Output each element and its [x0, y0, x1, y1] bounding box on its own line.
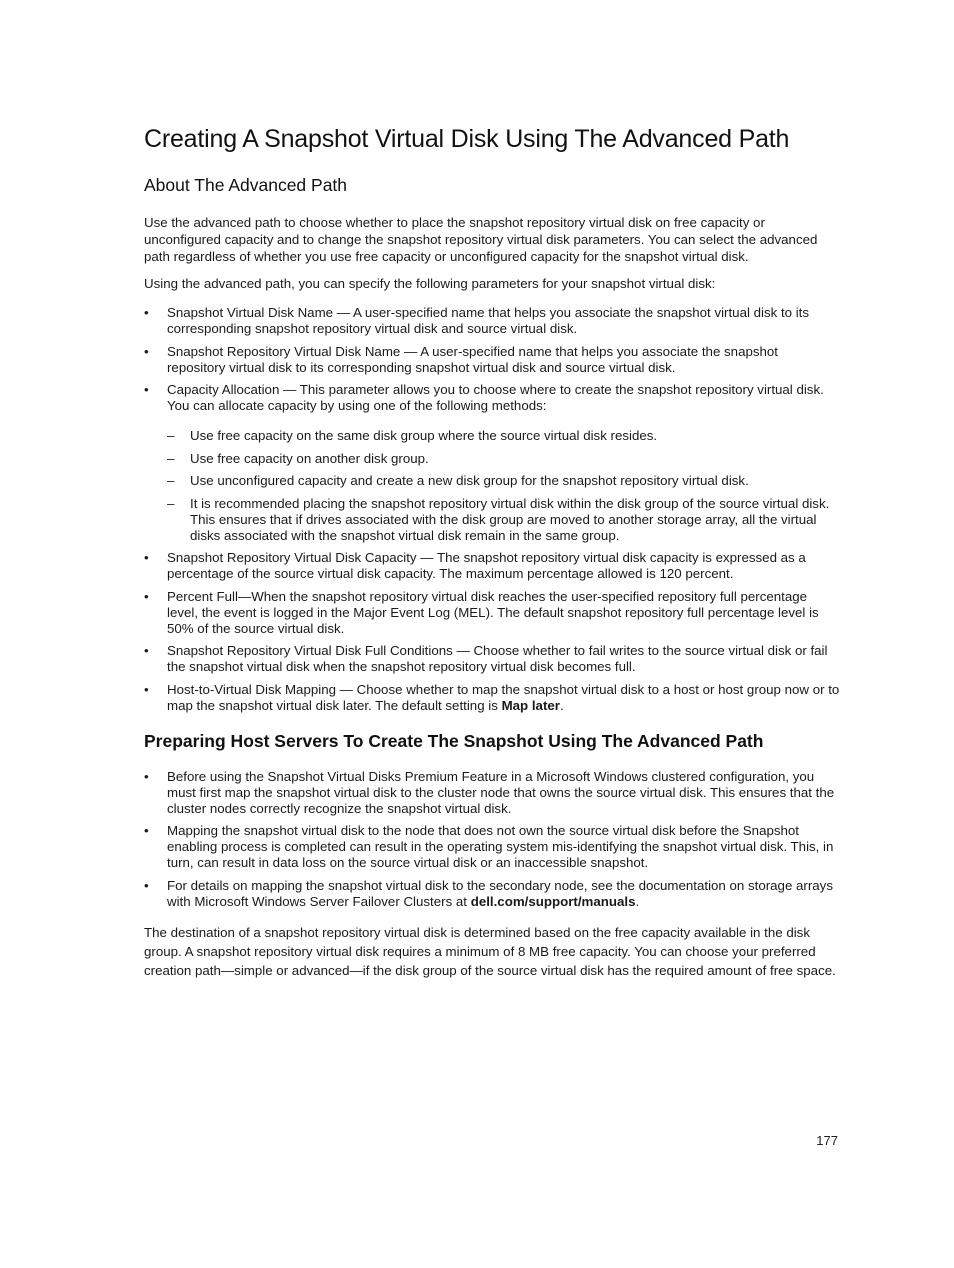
bullet-glyph: • [144, 681, 149, 697]
list-item [144, 344, 840, 376]
bullet-glyph: • [144, 768, 149, 784]
list-item [144, 769, 840, 817]
sub-list-item [167, 473, 840, 489]
list-item-text: Mapping the snapshot virtual disk to the node that does not own the source virtual disk before the Snapshot enabling process is completed can result in the operating system mis-identifying the snapshot virtual disk. This, in turn, can result in data loss on the source virtual disk or an inaccessible snapshot. [167, 823, 834, 870]
list-item [144, 305, 840, 337]
list-item-text: Snapshot Repository Virtual Disk Name — A user-specified name that helps you associate the snapshot repository virtual disk to its corresponding snapshot virtual disk and source virtual disk. [167, 343, 779, 375]
list-item-text: Capacity Allocation — This parameter allows you to choose where to create the snapshot repository virtual disk. You can allocate capacity by using one of the following methods: [167, 382, 824, 413]
about-paragraph-2: Using the advanced path, you can specify the following parameters for your snapshot virtual disk: [144, 276, 716, 291]
list-item [144, 823, 840, 871]
list-item-suffix: . [559, 697, 564, 713]
sub-list-item-text: Use free capacity on the same disk group where the source virtual disk resides. [190, 428, 658, 443]
bullet-glyph: • [144, 877, 149, 893]
preparation-list [144, 769, 840, 910]
bullet-glyph: • [144, 823, 149, 838]
sub-list-item-text: It is recommended placing the snapshot repository virtual disk within the disk group of the source virtual disk. This ensures that if drives associated with the disk group are moved to another storage array, all the virtual disks associated with the snapshot virtual disk remain in the same group. [190, 495, 830, 543]
sub-list-item-text: Use unconfigured capacity and create a new disk group for the snapshot repository virtual disk. [190, 473, 749, 488]
sub-list-item [167, 496, 840, 544]
list-item-text: Snapshot Repository Virtual Disk Full Conditions — Choose whether to fail writes to the source virtual disk or fail the snapshot virtual disk when the snapshot repository virtual disk becomes full. [167, 643, 828, 674]
sub-list-item-text: Use free capacity on another disk group. [190, 450, 429, 466]
list-item [144, 589, 840, 637]
bullet-glyph: • [144, 343, 149, 359]
sub-list-item [167, 428, 840, 444]
list-item-text: Before using the Snapshot Virtual Disks Premium Feature in a Microsoft Windows clustered configuration, you must first map the snapshot virtual disk to the cluster node that owns the source virtual disk. This ensures that the cluster nodes correctly recognize the snapshot virtual disk. [167, 768, 835, 816]
list-item-text: Snapshot Virtual Disk Name — A user-specified name that helps you associate the snapshot virtual disk to its corresponding snapshot repository virtual disk and source virtual disk. [167, 305, 810, 336]
list-item [144, 878, 840, 910]
default-setting-value: Map later [501, 697, 560, 713]
section-heading-about: About The Advanced Path [144, 175, 348, 195]
dash-glyph: – [167, 473, 175, 488]
parameter-list [144, 305, 840, 714]
page-number: 177 [816, 1133, 838, 1148]
bullet-glyph: • [144, 643, 149, 658]
list-item-text: Host-to-Virtual Disk Mapping — Choose whether to map the snapshot virtual disk to a host or host group now or to map the snapshot virtual disk later. The default setting is [167, 681, 840, 713]
document-page [144, 126, 840, 990]
list-item-text: For details on mapping the snapshot virtual disk to the secondary node, see the documentation on storage arrays with Microsoft Windows Server Failover Clusters at [167, 877, 833, 909]
section-heading-preparing: Preparing Host Servers To Create The Snapshot Using The Advanced Path [144, 730, 764, 751]
capacity-method-list [167, 428, 840, 544]
list-item-text: Percent Full—When the snapshot repository virtual disk reaches the user-specified repository full percentage level, the event is logged in the Major Event Log (MEL). The default snapshot repository full percentage level is 50% of the source virtual disk. [167, 588, 819, 636]
list-item [144, 382, 840, 544]
bullet-glyph: • [144, 305, 149, 320]
dash-glyph: – [167, 495, 175, 511]
list-item [144, 682, 840, 714]
closing-paragraph: The destination of a snapshot repository virtual disk is determined based on the free capacity available in the disk group. A snapshot repository virtual disk requires a minimum of 8 MB free capacity. You can choose your preferred creation path—simple or advanced—if the disk group of the source virtual disk has the required amount of free space. [144, 924, 836, 979]
list-item [144, 643, 840, 675]
bullet-glyph: • [144, 550, 149, 565]
dash-glyph: – [167, 450, 175, 466]
dash-glyph: – [167, 428, 175, 443]
bullet-glyph: • [144, 382, 149, 397]
bullet-glyph: • [144, 588, 149, 604]
list-item-text: Snapshot Repository Virtual Disk Capacity — The snapshot repository virtual disk capacity is expressed as a percentage of the source virtual disk capacity. The maximum percentage allowed is 120 percent. [167, 550, 806, 581]
page-title: Creating A Snapshot Virtual Disk Using The Advanced Path [144, 125, 790, 153]
support-link-text: dell.com/support/manuals [470, 893, 636, 909]
list-item-suffix: . [635, 893, 640, 909]
about-paragraph-1: Use the advanced path to choose whether to place the snapshot repository virtual disk on free capacity or unconfigured capacity and to change the snapshot repository virtual disk parameters. You can select the advanced path regardless of whether you use free capacity or unconfigured capacity for the snapshot virtual disk. [144, 215, 818, 264]
sub-list-item [167, 451, 840, 467]
list-item [144, 550, 840, 582]
